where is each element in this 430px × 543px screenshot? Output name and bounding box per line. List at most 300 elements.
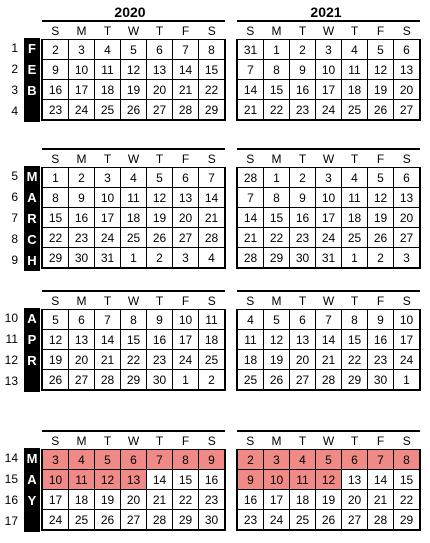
day-cell: 23: [42, 100, 69, 121]
weekday-header: W: [121, 431, 147, 450]
day-cell: 26: [42, 370, 69, 391]
week-row: [237, 100, 420, 121]
day-cell: 29: [199, 100, 226, 121]
week-row: [237, 248, 420, 269]
day-cell: 5: [42, 310, 69, 330]
day-cell: 7: [237, 188, 264, 208]
day-cell: 6: [69, 310, 95, 330]
day-cell: 8: [342, 310, 368, 330]
day-cell: 4: [95, 40, 121, 60]
day-cell: 6: [290, 310, 316, 330]
week-row: [237, 60, 420, 80]
day-cell: 2: [147, 248, 173, 269]
day-cell: 11: [290, 470, 316, 490]
day-cell: 8: [173, 450, 199, 470]
day-cell: 31: [237, 40, 264, 60]
day-cell: 14: [173, 60, 199, 80]
weekday-header: M: [69, 149, 95, 168]
day-cell: 21: [173, 80, 199, 100]
day-cell: 18: [199, 330, 226, 350]
day-cell: 1: [394, 370, 421, 391]
day-cell: 5: [264, 310, 290, 330]
day-cell: 15: [121, 330, 147, 350]
day-cell: 1: [264, 168, 290, 188]
day-cell: 24: [69, 100, 95, 121]
weekday-header: T: [147, 431, 173, 450]
day-cell: 6: [342, 450, 368, 470]
week-row: [42, 208, 225, 228]
day-cell: 28: [173, 100, 199, 121]
day-cell: 25: [290, 510, 316, 531]
weekday-header: T: [95, 149, 121, 168]
month-letter: R: [27, 211, 37, 226]
day-cell: 22: [173, 490, 199, 510]
calendar-grid: [236, 430, 421, 531]
weekday-header: F: [173, 291, 199, 310]
day-cell: 4: [237, 310, 264, 330]
day-cell: 11: [69, 470, 95, 490]
day-cell: 23: [290, 100, 316, 121]
day-cell: 11: [237, 330, 264, 350]
day-cell: 21: [316, 350, 342, 370]
day-cell: 2: [290, 40, 316, 60]
day-cell: 22: [342, 350, 368, 370]
day-cell: 16: [290, 208, 316, 228]
day-cell: 2: [237, 450, 264, 470]
weekday-header: S: [199, 149, 226, 168]
day-cell: 6: [147, 40, 173, 60]
calendar-2021: [236, 430, 421, 531]
day-cell: 14: [95, 330, 121, 350]
day-cell: 25: [342, 100, 368, 121]
day-cell: 18: [237, 350, 264, 370]
week-row: [42, 350, 225, 370]
day-cell: 22: [42, 228, 69, 248]
week-row: [237, 228, 420, 248]
day-cell: 16: [147, 330, 173, 350]
day-cell: 18: [69, 490, 95, 510]
day-cell: 12: [316, 470, 342, 490]
day-cell: 22: [121, 350, 147, 370]
day-cell: 21: [147, 490, 173, 510]
day-cell: 24: [264, 510, 290, 531]
day-cell: 12: [147, 188, 173, 208]
day-cell: 12: [42, 330, 69, 350]
day-cell: 19: [95, 490, 121, 510]
day-cell: 10: [316, 188, 342, 208]
day-cell: 24: [394, 350, 421, 370]
month-letter: H: [27, 253, 37, 268]
weekday-header: T: [342, 149, 368, 168]
weekday-header: T: [342, 21, 368, 40]
week-number: 17: [4, 514, 18, 528]
day-cell: 8: [394, 450, 421, 470]
day-cell: 12: [264, 330, 290, 350]
week-number: 1: [11, 41, 18, 55]
calendar-grid: [41, 148, 226, 269]
weekday-header: F: [173, 431, 199, 450]
day-cell: 9: [42, 60, 69, 80]
calendar-grid: [236, 20, 421, 121]
day-cell: 15: [264, 208, 290, 228]
day-cell: 26: [147, 228, 173, 248]
day-cell: 18: [290, 490, 316, 510]
day-cell: 24: [316, 100, 342, 121]
weekday-header: F: [368, 149, 394, 168]
day-cell: 27: [394, 228, 421, 248]
week-row: [42, 100, 225, 121]
day-cell: 3: [95, 168, 121, 188]
day-cell: 30: [69, 248, 95, 269]
weekday-header: F: [368, 21, 394, 40]
day-cell: 9: [290, 188, 316, 208]
day-cell: 22: [199, 80, 226, 100]
weekday-header: M: [264, 291, 290, 310]
day-cell: 1: [121, 248, 147, 269]
weekday-header: S: [199, 431, 226, 450]
day-cell: 16: [42, 80, 69, 100]
weekday-header: S: [199, 291, 226, 310]
day-cell: 28: [147, 510, 173, 531]
day-cell: 17: [316, 208, 342, 228]
weekday-header: M: [264, 149, 290, 168]
weekday-header: M: [69, 431, 95, 450]
day-cell: 9: [368, 310, 394, 330]
day-cell: 10: [42, 470, 69, 490]
week-row: [42, 370, 225, 391]
day-cell: 27: [290, 370, 316, 391]
day-cell: 27: [147, 100, 173, 121]
day-cell: 14: [368, 470, 394, 490]
weekday-header: S: [394, 21, 421, 40]
weekday-header: W: [121, 149, 147, 168]
day-cell: 7: [199, 168, 226, 188]
weekday-header: T: [95, 291, 121, 310]
month-letter: F: [28, 41, 36, 56]
day-cell: 18: [95, 80, 121, 100]
week-row: [42, 470, 225, 490]
day-cell: 28: [199, 228, 226, 248]
day-cell: 16: [69, 208, 95, 228]
day-cell: 21: [237, 100, 264, 121]
day-cell: 25: [199, 350, 226, 370]
day-cell: 18: [342, 208, 368, 228]
month-letter: C: [27, 232, 37, 247]
day-cell: 3: [394, 248, 421, 269]
day-cell: 29: [42, 248, 69, 269]
day-cell: 14: [147, 470, 173, 490]
day-cell: 25: [121, 228, 147, 248]
week-number: 8: [11, 232, 18, 246]
weekday-header: W: [121, 291, 147, 310]
day-cell: 8: [264, 60, 290, 80]
day-cell: 17: [264, 490, 290, 510]
year-2021-heading: 2021: [310, 4, 342, 20]
day-cell: 19: [368, 208, 394, 228]
day-cell: 28: [95, 370, 121, 391]
month-letter: R: [27, 353, 37, 368]
day-cell: 20: [394, 80, 421, 100]
weekday-header: F: [368, 431, 394, 450]
week-number: 2: [11, 62, 18, 76]
day-cell: 4: [121, 168, 147, 188]
day-cell: 23: [368, 350, 394, 370]
weekday-header: T: [147, 149, 173, 168]
day-cell: 23: [147, 350, 173, 370]
calendar-grid: [236, 148, 421, 269]
month-letter: E: [27, 62, 37, 77]
day-cell: 19: [264, 350, 290, 370]
day-cell: 16: [368, 330, 394, 350]
day-cell: 3: [42, 450, 69, 470]
day-cell: 22: [264, 100, 290, 121]
day-cell: 22: [264, 228, 290, 248]
day-cell: 7: [316, 310, 342, 330]
day-cell: 24: [316, 228, 342, 248]
day-cell: 13: [121, 470, 147, 490]
day-cell: 8: [42, 188, 69, 208]
day-cell: 21: [199, 208, 226, 228]
day-cell: 7: [95, 310, 121, 330]
day-cell: 26: [95, 510, 121, 531]
day-cell: 20: [69, 350, 95, 370]
day-cell: 10: [95, 188, 121, 208]
day-cell: 23: [199, 490, 226, 510]
weekday-header: S: [42, 21, 69, 40]
day-cell: 31: [95, 248, 121, 269]
week-row: [237, 208, 420, 228]
weekday-header: T: [147, 291, 173, 310]
calendar-2020: [41, 148, 226, 269]
day-cell: 26: [316, 510, 342, 531]
day-cell: 9: [290, 60, 316, 80]
day-cell: 12: [368, 188, 394, 208]
day-cell: 8: [264, 188, 290, 208]
day-cell: 15: [342, 330, 368, 350]
day-cell: 1: [264, 40, 290, 60]
day-cell: 22: [394, 490, 421, 510]
week-row: [42, 40, 225, 60]
weekday-header: T: [342, 431, 368, 450]
day-cell: 14: [237, 208, 264, 228]
day-cell: 14: [237, 80, 264, 100]
day-cell: 3: [264, 450, 290, 470]
day-cell: 7: [237, 60, 264, 80]
weekday-header: T: [342, 291, 368, 310]
week-row: [42, 310, 225, 330]
weekday-header: T: [95, 21, 121, 40]
week-number: 6: [11, 190, 18, 204]
week-row: [42, 330, 225, 350]
day-cell: 12: [95, 470, 121, 490]
day-cell: 5: [147, 168, 173, 188]
week-row: [237, 40, 420, 60]
day-cell: 25: [342, 228, 368, 248]
day-cell: 26: [121, 100, 147, 121]
week-number: 12: [4, 353, 18, 367]
day-cell: 15: [264, 80, 290, 100]
week-row: [42, 510, 225, 531]
day-cell: 23: [69, 228, 95, 248]
day-cell: 30: [147, 370, 173, 391]
day-cell: 1: [42, 168, 69, 188]
weekday-header: S: [394, 431, 421, 450]
day-cell: 7: [147, 450, 173, 470]
day-cell: 25: [95, 100, 121, 121]
week-number: 4: [11, 104, 18, 118]
day-cell: 29: [173, 510, 199, 531]
day-cell: 24: [95, 228, 121, 248]
month-letter: B: [27, 83, 37, 98]
week-row: [42, 80, 225, 100]
week-row: [42, 188, 225, 208]
day-cell: 29: [342, 370, 368, 391]
weekday-header: M: [69, 291, 95, 310]
day-cell: 11: [121, 188, 147, 208]
day-cell: 24: [173, 350, 199, 370]
day-cell: 4: [199, 248, 226, 269]
day-cell: 1: [342, 248, 368, 269]
week-row: [237, 350, 420, 370]
calendar-grid: [41, 290, 226, 391]
day-cell: 17: [316, 80, 342, 100]
day-cell: 2: [42, 40, 69, 60]
week-row: [237, 490, 420, 510]
weekday-header: M: [264, 431, 290, 450]
day-cell: 5: [95, 450, 121, 470]
weekday-header: S: [394, 149, 421, 168]
weekday-header: F: [173, 21, 199, 40]
calendar-grid: [41, 430, 226, 531]
weekday-header: T: [290, 431, 316, 450]
day-cell: 25: [69, 510, 95, 531]
day-cell: 7: [173, 40, 199, 60]
weekday-header: S: [42, 149, 69, 168]
day-cell: 5: [368, 40, 394, 60]
calendar-2020: [41, 290, 226, 391]
week-row: [42, 248, 225, 269]
day-cell: 26: [368, 100, 394, 121]
week-number: 15: [4, 472, 18, 486]
week-number: 14: [4, 451, 18, 465]
day-cell: 4: [342, 168, 368, 188]
day-cell: 30: [368, 370, 394, 391]
calendar-grid: [41, 20, 226, 121]
day-cell: 18: [121, 208, 147, 228]
weekday-header: S: [237, 291, 264, 310]
day-cell: 30: [199, 510, 226, 531]
day-cell: 3: [173, 248, 199, 269]
day-cell: 5: [368, 168, 394, 188]
weekday-header: T: [290, 149, 316, 168]
day-cell: 18: [342, 80, 368, 100]
day-cell: 10: [69, 60, 95, 80]
weekday-header: W: [316, 291, 342, 310]
weekday-header: S: [394, 291, 421, 310]
day-cell: 28: [237, 168, 264, 188]
day-cell: 28: [237, 248, 264, 269]
day-cell: 12: [368, 60, 394, 80]
day-cell: 3: [316, 40, 342, 60]
day-cell: 15: [199, 60, 226, 80]
weekday-header: T: [290, 291, 316, 310]
day-cell: 13: [394, 60, 421, 80]
day-cell: 17: [394, 330, 421, 350]
month-letter: A: [27, 311, 37, 326]
week-row: [42, 168, 225, 188]
day-cell: 24: [42, 510, 69, 531]
weekday-header: T: [290, 21, 316, 40]
weekday-header: M: [264, 21, 290, 40]
day-cell: 20: [290, 350, 316, 370]
day-cell: 30: [290, 248, 316, 269]
day-cell: 21: [237, 228, 264, 248]
day-cell: 19: [147, 208, 173, 228]
day-cell: 27: [121, 510, 147, 531]
day-cell: 4: [290, 450, 316, 470]
week-number: 10: [4, 311, 18, 325]
month-letter: Y: [27, 493, 37, 508]
day-cell: 20: [394, 208, 421, 228]
day-cell: 10: [173, 310, 199, 330]
calendar-2020: [41, 20, 226, 121]
day-cell: 26: [264, 370, 290, 391]
day-cell: 10: [394, 310, 421, 330]
day-cell: 9: [147, 310, 173, 330]
week-number: 11: [5, 332, 18, 346]
weekday-header: W: [121, 21, 147, 40]
day-cell: 20: [121, 490, 147, 510]
week-row: [237, 470, 420, 490]
calendar-2021: [236, 148, 421, 269]
week-number: 9: [11, 253, 18, 267]
day-cell: 27: [394, 100, 421, 121]
day-cell: 3: [316, 168, 342, 188]
weekday-header: S: [42, 291, 69, 310]
day-cell: 23: [290, 228, 316, 248]
day-cell: 19: [316, 490, 342, 510]
calendar-2021: [236, 20, 421, 121]
month-letter: M: [26, 451, 38, 466]
day-cell: 4: [342, 40, 368, 60]
week-number: 7: [11, 211, 18, 225]
day-cell: 2: [199, 370, 226, 391]
weekday-header: W: [316, 431, 342, 450]
weekday-header: M: [69, 21, 95, 40]
day-cell: 16: [199, 470, 226, 490]
weekday-header: S: [42, 431, 69, 450]
day-cell: 8: [199, 40, 226, 60]
day-cell: 6: [394, 168, 421, 188]
day-cell: 5: [121, 40, 147, 60]
week-row: [237, 80, 420, 100]
day-cell: 15: [42, 208, 69, 228]
day-cell: 20: [342, 490, 368, 510]
day-cell: 17: [173, 330, 199, 350]
weekday-header: S: [199, 21, 226, 40]
day-cell: 17: [42, 490, 69, 510]
day-cell: 13: [342, 470, 368, 490]
day-cell: 29: [121, 370, 147, 391]
day-cell: 14: [199, 188, 226, 208]
day-cell: 11: [199, 310, 226, 330]
calendar-2021: [236, 290, 421, 391]
day-cell: 19: [368, 80, 394, 100]
day-cell: 7: [368, 450, 394, 470]
day-cell: 21: [95, 350, 121, 370]
day-cell: 21: [368, 490, 394, 510]
day-cell: 9: [199, 450, 226, 470]
